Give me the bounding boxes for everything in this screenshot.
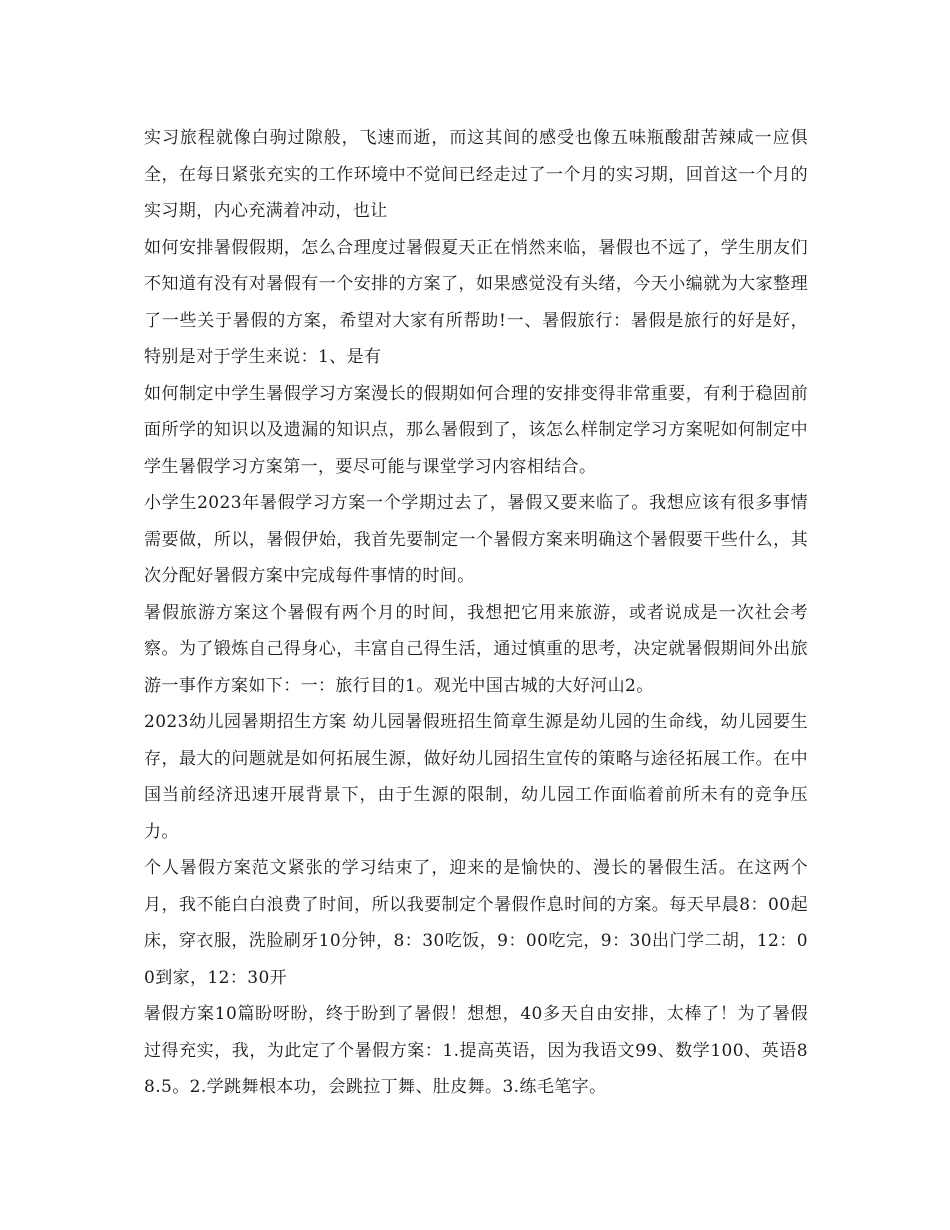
- paragraph-primary-school-plan: 小学生2023年暑假学习方案一个学期过去了，暑假又要来临了。我想应该有很多事情需要做，所以，暑假伊始，我首先要制定一个暑假方案来明确这个暑假要干些什么，其次分配好暑假方案中完成每件事情的时间。: [144, 493, 808, 586]
- paragraph-ten-plans: 暑假方案10篇盼呀盼，终于盼到了暑假！想想，40多天自由安排，太棒了！为了暑假过得充实，我，为此定了个暑假方案：1.提高英语，因为我语文99、数学100、英语88.5。2.学跳舞根本功，会跳拉丁舞、肚皮舞。3.练毛笔字。: [144, 1004, 808, 1097]
- paragraph-personal-schedule: 个人暑假方案范文紧张的学习结束了，迎来的是愉快的、漫长的暑假生活。在这两个月，我不能白白浪费了时间，所以我要制定个暑假作息时间的方案。每天早晨8：00起床，穿衣服，洗脸刷牙10分钟，8：30吃饭，9：00吃完，9：30出门学二胡，12：00到家，12：30开: [144, 858, 808, 988]
- paragraph-kindergarten-enrollment: 2023幼儿园暑期招生方案 幼儿园暑假班招生简章生源是幼儿园的生命线，幼儿园要生存，最大的问题就是如何拓展生源，做好幼儿园招生宣传的策略与途径拓展工作。在中国当前经济迅速开展背景下，由于生源的限制，幼儿园工作面临着前所未有的竞争压力。: [144, 712, 808, 842]
- paragraph-travel-plan: 暑假旅游方案这个暑假有两个月的时间，我想把它用来旅游，或者说成是一次社会考察。为了锻炼自己得身心，丰富自己得生活，通过慎重的思考，决定就暑假期间外出旅游一事作方案如下：一：旅行目的1。观光中国古城的大好河山2。: [144, 602, 808, 696]
- document-body: [144, 120, 808, 1106]
- paragraph-middle-school-plan: 如何制定中学生暑假学习方案漫长的假期如何合理的安排变得非常重要，有利于稳固前面所学的知识以及遗漏的知识点，那么暑假到了，该怎么样制定学习方案呢如何制定中学生暑假学习方案第一，要尽可能与课堂学习内容相结合。: [144, 383, 808, 477]
- paragraph-summer-arrangement: 如何安排暑假假期，怎么合理度过暑假夏天正在悄然来临，暑假也不远了，学生朋友们不知道有没有对暑假有一个安排的方案了，如果感觉没有头绪，今天小编就为大家整理了一些关于暑假的方案，希望对大家有所帮助!一、暑假旅行：暑假是旅行的好是好，特别是对于学生来说：1、是有: [144, 237, 808, 367]
- paragraph-internship: 实习旅程就像白驹过隙般，飞速而逝，而这其间的感受也像五味瓶酸甜苦辣咸一应俱全，在每日紧张充实的工作环境中不觉间已经走过了一个月的实习期，回首这一个月的实习期，内心充满着冲动，也让: [144, 128, 808, 221]
